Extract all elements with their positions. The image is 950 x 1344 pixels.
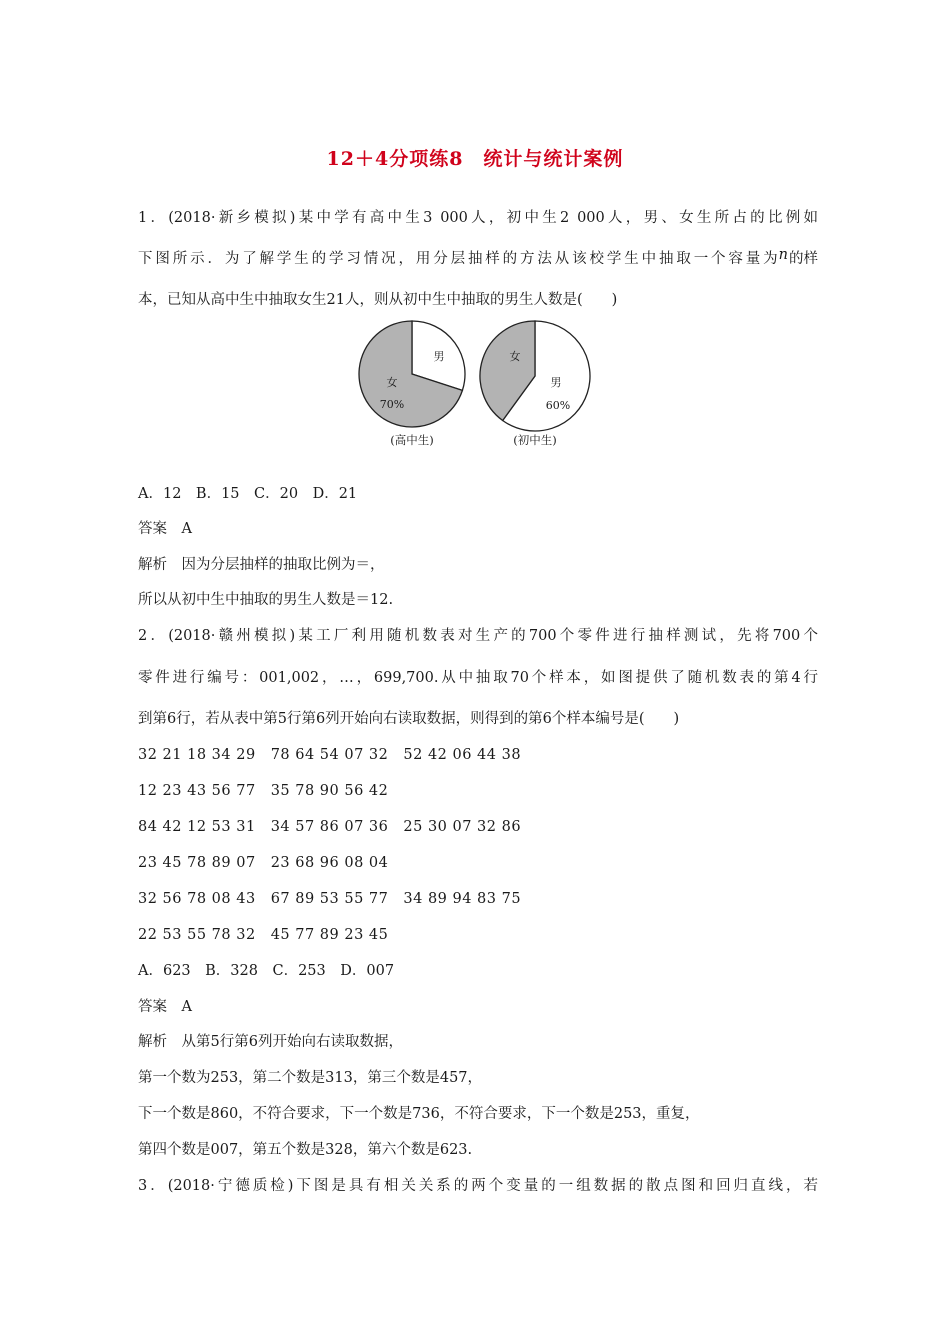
page-title: 12＋4分项练8 统计与统计案例 bbox=[326, 148, 624, 170]
q1-analysis-1: 解析 因为分层抽样的抽取比例为＝， bbox=[138, 557, 385, 573]
q2-analysis-2: 第一个数为253，第二个数是313，第三个数是457， bbox=[138, 1070, 483, 1086]
pie-charts bbox=[355, 318, 600, 453]
pie-percent-label: 60% bbox=[545, 399, 571, 412]
q1-line-1: 1．(2018·新乡模拟)某中学有高中生3 000人，初中生2 000人，男、女生所占的比例如 bbox=[138, 210, 818, 226]
pie-label: 女 bbox=[509, 350, 521, 363]
pie-caption-junior-high: (初中生) bbox=[513, 433, 557, 447]
q2-line-2: 零件进行编号：001,002，…，699,700.从中抽取70个样本，如图提供了随机数表的第4行 bbox=[138, 670, 818, 686]
q1-analysis-2: 所以从初中生中抽取的男生人数是＝12. bbox=[138, 592, 394, 608]
random-table-row: 32 21 18 34 29 78 64 54 07 32 52 42 06 44 38 bbox=[138, 747, 522, 763]
q2-analysis-1: 解析 从第5行第6列开始向右读取数据， bbox=[138, 1034, 403, 1050]
random-table-row: 32 56 78 08 43 67 89 53 55 77 34 89 94 83 75 bbox=[138, 891, 522, 907]
pie-label: 男 bbox=[550, 376, 562, 389]
q1-line-2 bbox=[138, 247, 818, 268]
pie-caption-high-school: (高中生) bbox=[390, 433, 434, 447]
pie-chart-junior-high bbox=[480, 321, 590, 447]
q2-analysis-4: 第四个数是007，第五个数是328，第六个数是623. bbox=[138, 1142, 473, 1158]
random-table-row: 23 45 78 89 07 23 68 96 08 04 bbox=[138, 855, 389, 871]
q1-line-2-tail: 的样 bbox=[789, 251, 818, 267]
q2-analysis-3: 下一个数是860，不符合要求，下一个数是736，不符合要求，下一个数是253，重复， bbox=[138, 1106, 700, 1122]
q2-options: A．623 B．328 C．253 D．007 bbox=[138, 963, 395, 979]
q1-variable-n: n bbox=[778, 247, 788, 263]
pie-label: 女 bbox=[386, 376, 398, 389]
pie-charts-svg bbox=[355, 318, 600, 453]
pie-label: 男 bbox=[433, 350, 445, 363]
q1-answer: 答案 A bbox=[138, 521, 192, 537]
q1-options: A．12 B．15 C．20 D．21 bbox=[138, 486, 358, 502]
random-table-row: 12 23 43 56 77 35 78 90 56 42 bbox=[138, 783, 389, 799]
q1-line-2-text: 下图所示．为了解学生的学习情况，用分层抽样的方法从该校学生中抽取一个容量为 bbox=[138, 251, 778, 267]
random-table-row: 22 53 55 78 32 45 77 89 23 45 bbox=[138, 927, 389, 943]
q3-line-1: 3．(2018·宁德质检)下图是具有相关关系的两个变量的一组数据的散点图和回归直线，若 bbox=[138, 1178, 818, 1194]
pie-chart-high-school bbox=[359, 321, 465, 447]
random-table-row: 84 42 12 53 31 34 57 86 07 36 25 30 07 32 86 bbox=[138, 819, 522, 835]
q2-line-1: 2．(2018·赣州模拟)某工厂利用随机数表对生产的700个零件进行抽样测试，先将700个 bbox=[138, 628, 818, 644]
pie-percent-label: 70% bbox=[379, 398, 405, 411]
q1-line-3: 本，已知从高中生中抽取女生21人，则从初中生中抽取的男生人数是( ) bbox=[138, 292, 618, 308]
q2-answer: 答案 A bbox=[138, 999, 192, 1015]
q2-line-3: 到第6行，若从表中第5行第6列开始向右读取数据，则得到的第6个样本编号是( ) bbox=[138, 711, 680, 727]
